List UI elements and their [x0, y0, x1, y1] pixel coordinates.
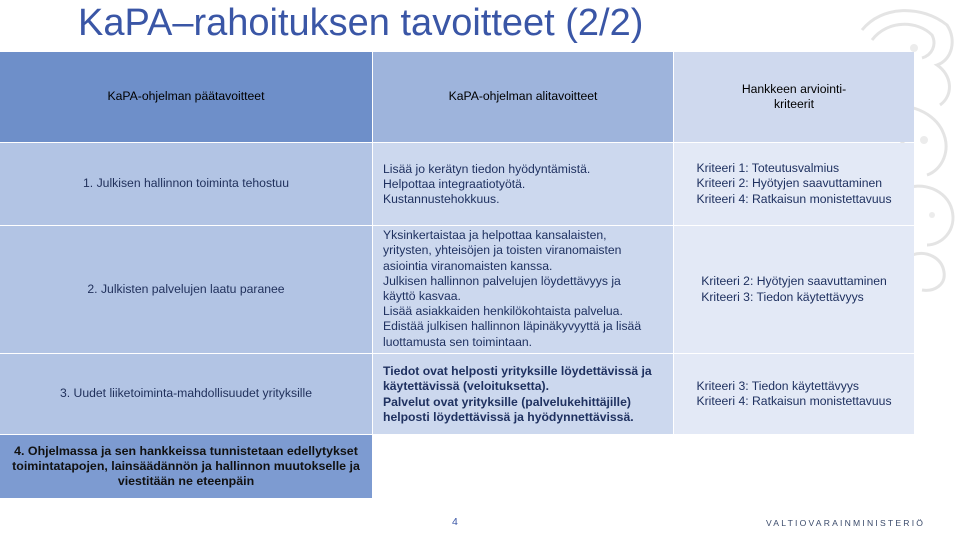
- row-2-goal-text: 2. Julkisten palvelujen laatu paranee: [87, 281, 285, 296]
- row-3-goal-text: 3. Uudet liiketoiminta-mahdollisuudet yrityksille: [60, 386, 312, 401]
- row-1-criterion: Kriteeri 1: Toteutusvalmius: [696, 161, 840, 176]
- row-2-subgoals: [373, 226, 673, 353]
- row-2-subgoal-line: asiointia viranomaisten kanssa.: [383, 258, 553, 273]
- row-1-subgoals: [373, 143, 673, 225]
- row-3-criteria: [674, 354, 914, 434]
- row-2-subgoal-line: käyttö kasvaa.: [383, 289, 461, 303]
- row-3-subgoals: [373, 354, 673, 434]
- ministry-logo: VALTIOVARAINMINISTERIÖ: [766, 518, 926, 528]
- row-2-goal: [0, 226, 372, 353]
- row-1-subgoal-line: Lisää jo kerätyn tiedon hyödyntämistä.: [383, 161, 591, 176]
- row-3-subgoal-line: Palvelut ovat yrityksille (palvelukehittäjille): [383, 394, 631, 409]
- row-3-subgoal-line: Tiedot ovat helposti yrityksille löydettävissä ja: [383, 364, 652, 379]
- page-number: 4: [452, 516, 458, 528]
- row-2-subgoal-line: yritysten, yhteisöjen ja toisten viranomaisten: [383, 243, 622, 258]
- header-sub-goals: [373, 52, 673, 142]
- row-1-subgoal-line: Kustannustehokkuus.: [383, 192, 500, 207]
- row-2-subgoal-line: Julkisen hallinnon palvelujen löydettävyys ja: [383, 273, 621, 288]
- header-main-goals: [0, 52, 372, 142]
- row-2-criterion: Kriteeri 3: Tiedon käytettävyys: [701, 289, 864, 304]
- row-4-line: 4. Ohjelmassa ja sen hankkeissa tunnistetaan edellytykset: [14, 444, 358, 458]
- row-3-criterion: Kriteeri 3: Tiedon käytettävyys: [696, 378, 860, 393]
- header-main-goals-label: KaPA-ohjelman päätavoitteet: [107, 89, 265, 104]
- row-2-subgoal-line: Lisää asiakkaiden henkilökohtaista palvelua.: [383, 304, 623, 319]
- row-4-line: toimintatapojen, lainsäädännön ja hallinnon muutokselle ja: [12, 459, 360, 473]
- header-criteria-line-2: kriteerit: [774, 97, 814, 111]
- row-3-subgoal-line: helposti löydettävissä ja hyödynnettävissä.: [383, 409, 634, 424]
- row-3-goal: [0, 354, 372, 434]
- row-4-goal: [0, 435, 372, 498]
- header-criteria-line-1: Hankkeen arviointi-: [741, 81, 847, 96]
- row-1-criteria: [674, 143, 914, 225]
- header-criteria-label: [742, 82, 846, 112]
- row-1-criterion: Kriteeri 2: Hyötyjen saavuttaminen: [696, 176, 883, 191]
- row-2-subgoal-line: luottamusta sen toimintaan.: [383, 334, 533, 349]
- row-1-criterion: Kriteeri 4: Ratkaisun monistettavuus: [696, 191, 892, 206]
- page-title: KaPA–rahoituksen tavoitteet (2/2): [78, 2, 644, 44]
- row-1-subgoal-line: Helpottaa integraatiotyötä.: [383, 176, 526, 191]
- header-criteria: [674, 52, 914, 142]
- row-2-criterion: Kriteeri 2: Hyötyjen saavuttaminen: [701, 274, 887, 289]
- row-1-goal: [0, 143, 372, 225]
- row-2-subgoal-line: Edistää julkisen hallinnon läpinäkyvyyttä ja lisää: [383, 319, 642, 334]
- row-2-criteria: [674, 226, 914, 353]
- row-2-subgoal-line: Yksinkertaistaa ja helpottaa kansalaisten,: [383, 228, 607, 243]
- row-3-criterion: Kriteeri 4: Ratkaisun monistettavuus: [696, 394, 892, 408]
- row-1-goal-text: 1. Julkisen hallinnon toiminta tehostuu: [83, 176, 289, 191]
- row-3-subgoal-line: käytettävissä (veloituksetta).: [383, 379, 549, 394]
- row-4-line: viestitään ne eteenpäin: [117, 474, 255, 488]
- header-sub-goals-label: KaPA-ohjelman alitavoitteet: [448, 89, 598, 104]
